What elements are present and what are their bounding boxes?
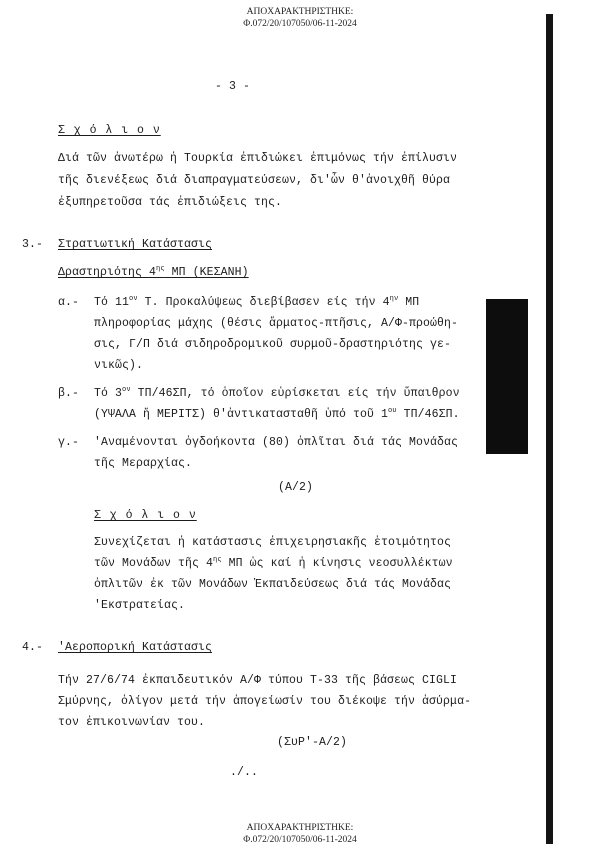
comment-line: τῆς διενέξεως διά διαπραγματεύσεων, δι'ὧν θ'ἀνοιχθῆ θύρα xyxy=(58,174,451,187)
item-label: γ.- xyxy=(58,436,80,449)
comment-line: Συνεχίζεται ἡ κατάστασις ἐπιχειρησιακῆς ἑτοιμότητος xyxy=(94,536,452,549)
item-line: τῆς Μεραρχίας. xyxy=(94,457,193,470)
comment-heading: Σ χ ό λ ι ο ν xyxy=(58,124,161,137)
comment-heading: Σ χ ό λ ι ο ν xyxy=(94,509,197,522)
redaction-block xyxy=(486,299,528,454)
declassification-stamp-top xyxy=(0,6,600,30)
source-reference: (ΣυΡ'-Α/2) xyxy=(277,736,348,749)
stamp-code: Φ.072/20/107050/06-11-2024 xyxy=(243,19,357,29)
source-reference: (Α/2) xyxy=(278,481,314,494)
comment-line: ἐξυπηρετοῦσα τάς ἐπιδιώξεις της. xyxy=(58,196,283,209)
comment-line: ὁπλιτῶν ἐκ τῶν Μονάδων Ἐκπαιδεύσεως διά τάς Μονάδας xyxy=(94,578,452,591)
scan-edge-bar xyxy=(546,14,553,844)
section-title: Στρατιωτική Κατάστασις xyxy=(58,238,213,251)
item-line: πληροφορίας μάχης (θέσις ἅρματος-πτῆσις, Α/Φ-προώθη- xyxy=(94,317,459,330)
item-label: α.- xyxy=(58,296,80,309)
section-subtitle: Δραστηριότης $4^{\eta\varsigma}$ ΜΠ (ΚΕΣΑΝΗ) xyxy=(58,265,249,279)
item-line: Τό $11^{o\nu}$ Τ. Προκαλύψεως διεβίβασεν είς τήν $4^{\eta\nu}$ ΜΠ xyxy=(94,295,420,309)
item-line: 'Αναμένονται ὀγδοήκοντα (80) ὁπλῖται διά τάς Μονάδας xyxy=(94,436,459,449)
stamp-label: ΑΠΟΧΑΡΑΚΤΗΡΙΣΤΗΚΕ: xyxy=(246,7,354,17)
item-line: Τό $3^{o\nu}$ ΤΠ/46ΣΠ, τό ὁποῖον εὑρίσκεται είς τήν ὕπαιθρον xyxy=(94,386,460,400)
body-line: τον ἐπικοινωνίαν του. xyxy=(58,716,206,729)
comment-line: 'Εκστρατείας. xyxy=(94,599,186,612)
item-line: σις, Γ/Π διά σιδηροδρομικοῦ συρμοῦ-δραστηριότης γε- xyxy=(94,338,452,351)
page-number: - 3 - xyxy=(215,80,251,93)
item-line: νικῶς). xyxy=(94,359,144,372)
stamp-label: ΑΠΟΧΑΡΑΚΤΗΡΙΣΤΗΚΕ: xyxy=(246,823,354,833)
body-line: Τήν 27/6/74 ἐκπαιδευτικόν Α/Φ τύπου Τ-33 τῆς βάσεως CIGLI xyxy=(58,674,458,687)
section-number: 3.- xyxy=(22,238,44,251)
item-line: (ΥΨΑΛΑ ἤ ΜΕΡΙΤΣ) θ'ἀντικατασταθῆ ὑπό τοῦ $1^{o\upsilon}$ ΤΠ/46ΣΠ. xyxy=(94,407,460,421)
section-title: 'Αεροπορική Κατάστασις xyxy=(58,641,213,654)
comment-line: τῶν Μονάδων τῆς $4^{\eta\varsigma}$ ΜΠ ὡς καί ἡ κίνησις νεοσυλλέκτων xyxy=(94,556,453,570)
declassification-stamp-bottom xyxy=(0,822,600,846)
section-number: 4.- xyxy=(22,641,44,654)
stamp-code: Φ.072/20/107050/06-11-2024 xyxy=(243,835,357,845)
continuation-mark: ./.. xyxy=(230,766,259,779)
body-line: Σμύρνης, ὀλίγον μετά τήν ἀπογείωσίν του διέκοψε τήν ἀσύρμα- xyxy=(58,695,472,708)
item-label: β.- xyxy=(58,387,80,400)
comment-line: Διά τῶν ἀνωτέρω ἡ Τουρκία ἐπιδιώκει ἐπιμόνως τήν ἐπίλυσιν xyxy=(58,152,458,165)
